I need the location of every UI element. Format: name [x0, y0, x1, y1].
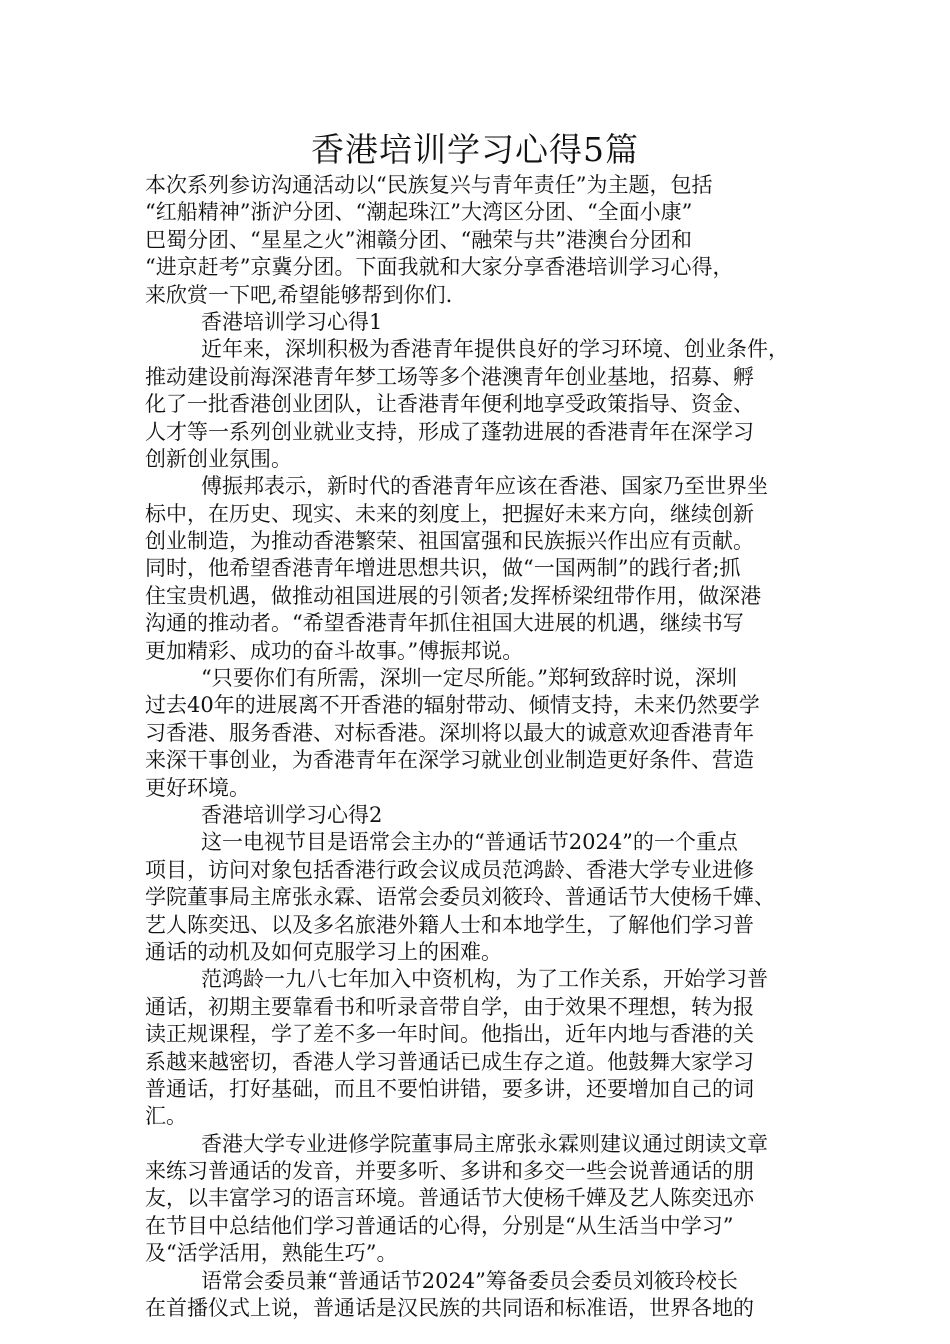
text-line: 在首播仪式上说，普通话是汉民族的共同语和标准语，世界各地的 [145, 1296, 754, 1321]
text-line: 艺人陈奕迅、以及多名旅港外籍人士和本地学生，了解他们学习普 [145, 912, 754, 937]
text-line: 项目，访问对象包括香港行政会议成员范鸿龄、香港大学专业进修 [145, 857, 754, 882]
text-line: 及“活学活用，熟能生巧”。 [145, 1241, 398, 1266]
text-line: 学院董事局主席张永霖、语常会委员刘筱玲、普通话节大使杨千嬅、 [145, 885, 775, 910]
document-body [145, 172, 825, 1322]
text-line: 化了一批香港创业团队，让香港青年便利地享受政策指导、资金、 [145, 392, 754, 417]
text-line: 过去40年的进展离不开香港的辐射带动、倾情支持，未来仍然要学 [145, 693, 760, 718]
text-line: 语常会委员兼“普通话节2024”筹备委员会委员刘筱玲校长 [201, 1268, 738, 1293]
text-line: 更加精彩、成功的奋斗故事。”傅振邦说。 [145, 638, 524, 663]
text-line: 读正规课程，学了差不多一年时间。他指出，近年内地与香港的关 [145, 1022, 754, 1047]
text-line: 标中，在历史、现实、未来的刻度上，把握好未来方向，继续创新 [145, 501, 754, 526]
text-line: 友，以丰富学习的语言环境。普通话节大使杨千嬅及艺人陈奕迅亦 [145, 1186, 754, 1211]
text-line: 沟通的推动者。“希望香港青年抓住祖国大进展的机遇，继续书写 [145, 611, 744, 636]
text-line: 香港大学专业进修学院董事局主席张永霖则建议通过朗读文章 [201, 1131, 768, 1156]
text-line: 推动建设前海深港青年梦工场等多个港澳青年创业基地，招募、孵 [145, 364, 754, 389]
text-line: 习香港、服务香港、对标香港。深圳将以最大的诚意欢迎香港青年 [145, 720, 754, 745]
text-line: 通话，初期主要靠看书和听录音带自学，由于效果不理想，转为报 [145, 994, 754, 1019]
text-line: 巴蜀分团、“星星之火”湘赣分团、“融荣与共”港澳台分团和 [145, 227, 692, 252]
document-title: 香港培训学习心得5篇 [311, 130, 639, 169]
text-line: 范鸿龄一九八七年加入中资机构，为了工作关系，开始学习普 [201, 967, 768, 992]
text-line: 创新创业氛围。 [145, 446, 292, 471]
text-line: 住宝贵机遇，做推动祖国进展的引领者;发挥桥梁纽带作用，做深港 [145, 583, 762, 608]
text-line: 这一电视节目是语常会主办的“普通话节2024”的一个重点 [201, 830, 738, 855]
text-line: 近年来，深圳积极为香港青年提供良好的学习环境、创业条件， [201, 337, 789, 362]
text-line: 更好环境。 [145, 775, 250, 800]
text-line: 傅振邦表示，新时代的香港青年应该在香港、国家乃至世界坐 [201, 474, 768, 499]
text-line: 汇。 [145, 1104, 187, 1129]
text-line: 人才等一系列创业就业支持，形成了蓬勃进展的香港青年在深学习 [145, 419, 754, 444]
text-line: 来练习普通话的发音，并要多听、多讲和多交一些会说普通话的朋 [145, 1159, 754, 1184]
text-line: 来欣赏一下吧,希望能够帮到你们. [145, 282, 453, 307]
text-line: 本次系列参访沟通活动以“民族复兴与青年责任”为主题，包括 [145, 173, 713, 197]
text-line: 通话的动机及如何克服学习上的困难。 [145, 939, 502, 964]
text-line: “进京赶考”京冀分团。下面我就和大家分享香港培训学习心得， [145, 255, 734, 280]
text-line: 在节目中总结他们学习普通话的心得，分别是“从生活当中学习” [145, 1213, 734, 1238]
text-line: 香港培训学习心得2 [201, 802, 383, 827]
text-line: 香港培训学习心得1 [201, 309, 383, 334]
text-line: “只要你们有所需，深圳一定尽所能。”郑轲致辞时说，深圳 [201, 666, 737, 691]
text-line: “红船精神”浙沪分团、“潮起珠江”大湾区分团、“全面小康” [145, 200, 693, 225]
text-line: 创业制造，为推动香港繁荣、祖国富强和民族振兴作出应有贡献。 [145, 529, 754, 554]
text-line: 来深干事创业，为香港青年在深学习就业创业制造更好条件、营造 [145, 748, 754, 773]
text-line: 普通话，打好基础，而且不要怕讲错，要多讲，还要增加自己的词 [145, 1076, 754, 1101]
text-line: 系越来越密切，香港人学习普通话已成生存之道。他鼓舞大家学习 [145, 1049, 754, 1074]
text-line: 同时，他希望香港青年增进思想共识，做“一国两制”的践行者;抓 [145, 556, 741, 581]
